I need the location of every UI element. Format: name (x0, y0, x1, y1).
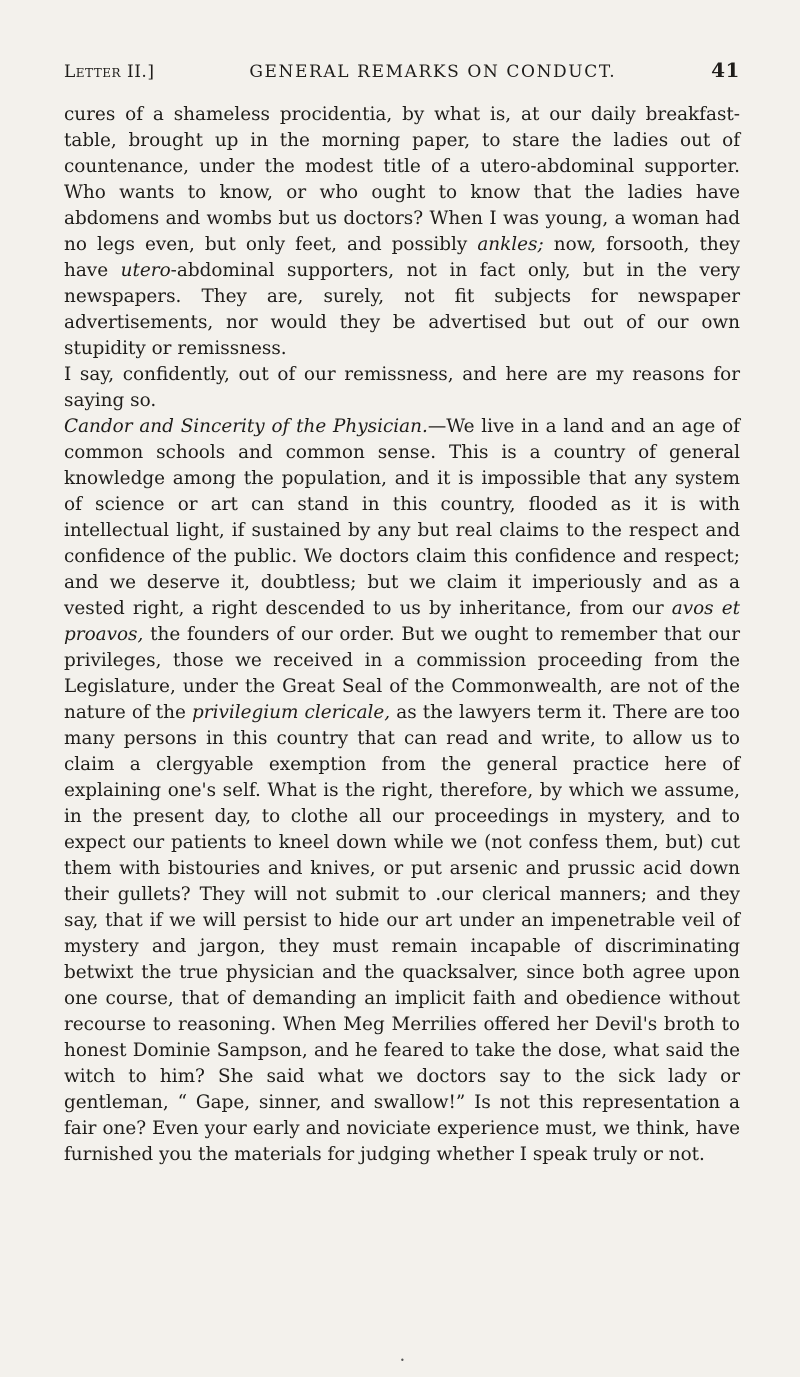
page-number: 41 (711, 58, 740, 82)
italic-text: avos et proavos, (64, 598, 740, 645)
page-title: GENERAL REMARKS ON CONDUCT. (249, 62, 617, 82)
printer-mark: • (400, 1356, 405, 1365)
text-run: now, forsooth, they have (64, 234, 740, 281)
italic-text: utero (120, 260, 171, 281)
text-run: —We live in a land and an age of common schools and common sense. This is a country of general knowledge among the population, and it is impossible that any system of science or art can stand in this country, flooded as it is with intellectual light, if sustained by any but real claims to the respect and confidence of the public. We doctors claim this confidence and respect; and we deserve it, doubtless; but we claim it imperiously and as a vested right, a right descended to us by inheritance, from our (64, 416, 740, 619)
running-head (64, 58, 740, 82)
text-run: the founders of our order. But we ought to remember that our privileges, those we received in a commission proceeding from the Legislature, under the Great Seal of the Commonwealth, are not of the nature of the (64, 624, 740, 723)
italic-text: privilegium clericale, (192, 702, 391, 723)
italic-text: Candor and Sincerity of the Physician. (64, 416, 428, 437)
body-text (64, 102, 740, 1168)
section-label: Letter II.] (64, 62, 155, 82)
text-run: I say, confidently, out of our remissness, and here are my reasons for saying so. (64, 364, 740, 411)
text-run: as the lawyers term it. There are too many persons in this country that can read and write, to allow us to claim a clergyable exemption from the general practice here of explaining one's self. What is the right, therefore, by which we assume, in the present day, to clothe all our proceedings in mystery, and to expect our patients to kneel down while we (not confess them, but) cut them with bistouries and knives, or put arsenic and prussic acid down their gullets? They will not submit to .our clerical manners; and they say, that if we will persist to hide our art under an impenetrable veil of mystery and jargon, they must remain incapable of discriminating betwixt the true physician and the quacksalver, since both agree upon one course, that of demanding an implicit faith and obedience without recourse to reasoning. When Meg Merrilies offered her Devil's broth to honest Dominie Sampson, and he feared to take the dose, what said the witch to him? She said what we doctors say to the sick lady or gentleman, “ Gape, sinner, and swallow!” Is not this representation a fair one? Even your early and noviciate experience must, we think, have furnished you the materials for judging whether I speak truly or not. (64, 702, 740, 1165)
italic-text: ankles; (477, 234, 544, 255)
paragraph (64, 414, 740, 1168)
text-run: cures of a shameless procidentia, by what is, at our daily breakfast-table, brought up in the morning paper, to stare the ladies out of countenance, under the modest title of a utero-abdominal supporter. Who wants to know, or who ought to know that the ladies have abdomens and wombs but us doctors? When I was young, a woman had no legs even, but only feet, and possibly (64, 104, 740, 255)
paragraph (64, 102, 740, 362)
text-run: -abdominal supporters, not in fact only, but in the very newspapers. They are, surely, not fit subjects for newspaper advertisements, nor would they be advertised but out of our own stupidity or remissness. (64, 260, 740, 359)
paragraph (64, 362, 740, 414)
